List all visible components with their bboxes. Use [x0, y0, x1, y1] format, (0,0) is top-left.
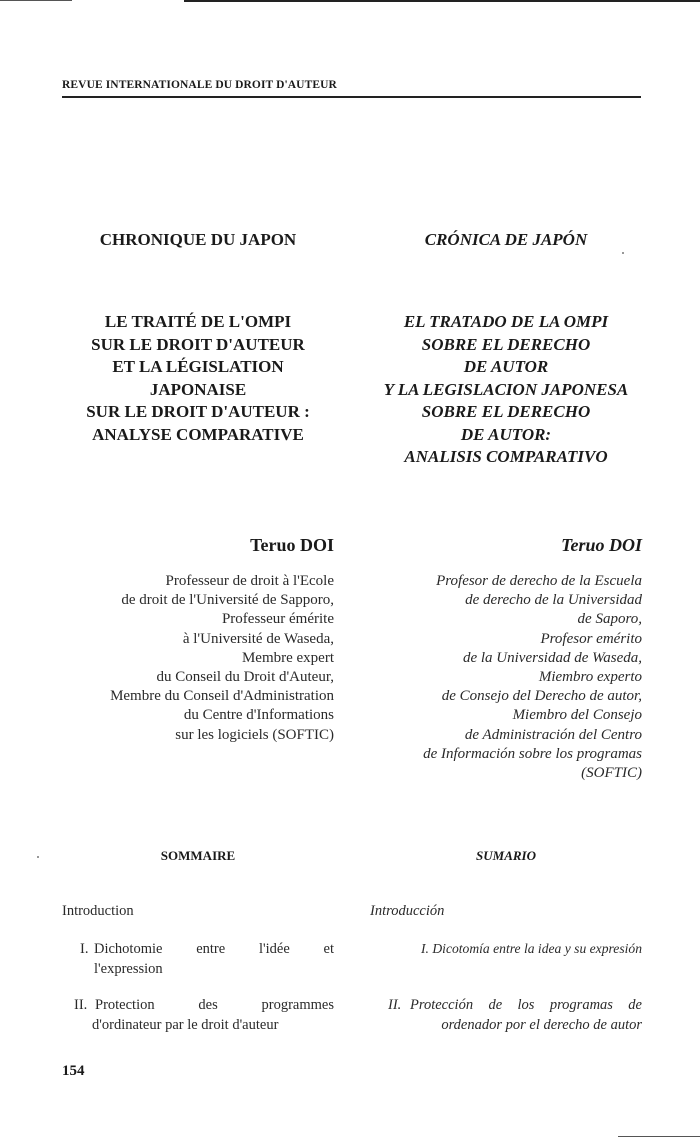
- affiliation-line: de Consejo del Derecho de autor,: [441, 688, 642, 705]
- page-number: 154: [62, 1063, 85, 1079]
- title-line: SUR LE DROIT D'AUTEUR: [91, 334, 305, 354]
- affiliation-line: de Información sobre los programas: [423, 745, 642, 762]
- toc-item-text: Protection des programmes: [95, 997, 334, 1013]
- toc-item-text: Dichotomie entre l'idée et: [94, 941, 334, 957]
- affiliation-line: de Saporo,: [577, 611, 642, 628]
- affiliation-line: de derecho de la Universidad: [465, 592, 642, 609]
- affiliation-line: Miembro experto: [538, 669, 642, 686]
- toc-introduction-es: Introducción: [370, 903, 445, 919]
- running-head: REVUE INTERNATIONALE DU DROIT D'AUTEUR: [62, 79, 337, 91]
- title-line: DE AUTOR:: [460, 424, 552, 444]
- toc-item-text-cont: l'expression: [94, 961, 163, 977]
- title-line: SOBRE EL DERECHO: [421, 334, 591, 354]
- affiliation-line: de Administración del Centro: [464, 726, 642, 743]
- title-line: ANALYSE COMPARATIVE: [92, 424, 304, 444]
- toc-item-text: Protección de los programas de: [410, 997, 642, 1013]
- title-line: SOBRE EL DERECHO: [421, 402, 591, 421]
- scan-speck: [622, 252, 624, 254]
- affiliation-line: (SOFTIC): [581, 765, 642, 782]
- scan-speck: [37, 856, 39, 858]
- affiliation-line: Professeur émérite: [221, 611, 334, 628]
- header-rule: [62, 96, 641, 98]
- title-line: Y LA LEGISLACION JAPONESA: [383, 379, 629, 399]
- toc-item-fr-2: [62, 995, 334, 1035]
- toc-item-number: I.: [80, 941, 89, 957]
- affiliation-line: Membre expert: [241, 649, 334, 666]
- affiliation-line: Professeur de droit à l'Ecole: [165, 573, 334, 589]
- title-line: EL TRATADO DE LA OMPI: [403, 312, 609, 331]
- toc-item-text-cont: d'ordinateur par le droit d'auteur: [92, 1017, 279, 1033]
- toc-item-number: I.: [421, 941, 429, 956]
- toc-item-text-cont: ordenador por el derecho de autor: [441, 1017, 642, 1033]
- chronicle-heading-fr: CHRONIQUE DU JAPON: [99, 230, 297, 249]
- title-line: ANALISIS COMPARATIVO: [404, 447, 608, 466]
- affiliation-line: du Conseil du Droit d'Auteur,: [156, 669, 334, 686]
- title-line: SUR LE DROIT D'AUTEUR :: [86, 402, 310, 421]
- author-affiliation-fr: [62, 572, 334, 745]
- author-name-fr: Teruo DOI: [250, 535, 334, 555]
- toc-item-es-1: [370, 939, 642, 959]
- toc-item-number: II.: [74, 997, 88, 1013]
- article-title-fr: [62, 311, 334, 446]
- affiliation-line: de la Universidad de Waseda,: [462, 649, 642, 666]
- bottom-rule: [618, 1136, 700, 1137]
- affiliation-line: sur les logiciels (SOFTIC): [175, 726, 334, 743]
- title-line: LE TRAITÉ DE L'OMPI: [104, 312, 292, 331]
- author-name-es: Teruo DOI: [561, 535, 642, 555]
- affiliation-line: Miembro del Consejo: [512, 707, 642, 724]
- toc-item-text: Dicotomía entre la idea y su expresión: [432, 941, 642, 956]
- top-right-rule: [184, 0, 700, 2]
- affiliation-line: Profesor emérito: [540, 630, 642, 647]
- top-left-rule: [0, 0, 72, 1]
- toc-item-fr-1: [62, 939, 334, 979]
- affiliation-line: de droit de l'Université de Sapporo,: [121, 592, 334, 609]
- title-line: ET LA LÉGISLATION: [112, 357, 284, 376]
- toc-introduction-fr: Introduction: [62, 903, 134, 919]
- affiliation-line: du Centre d'Informations: [183, 707, 334, 724]
- affiliation-line: à l'Université de Waseda,: [182, 630, 334, 647]
- toc-item-es-2: [370, 995, 642, 1035]
- title-line: DE AUTOR: [463, 357, 549, 376]
- author-affiliation-es: [370, 572, 642, 783]
- affiliation-line: Membre du Conseil d'Administration: [110, 688, 334, 705]
- summary-heading-es: SUMARIO: [476, 848, 536, 863]
- title-line: JAPONAISE: [149, 379, 247, 399]
- affiliation-line: Profesor de derecho de la Escuela: [436, 573, 642, 589]
- summary-heading-fr: SOMMAIRE: [160, 848, 236, 863]
- chronicle-heading-es: CRÓNICA DE JAPÓN: [424, 230, 588, 249]
- article-title-es: [370, 311, 642, 469]
- toc-item-number: II.: [388, 997, 402, 1013]
